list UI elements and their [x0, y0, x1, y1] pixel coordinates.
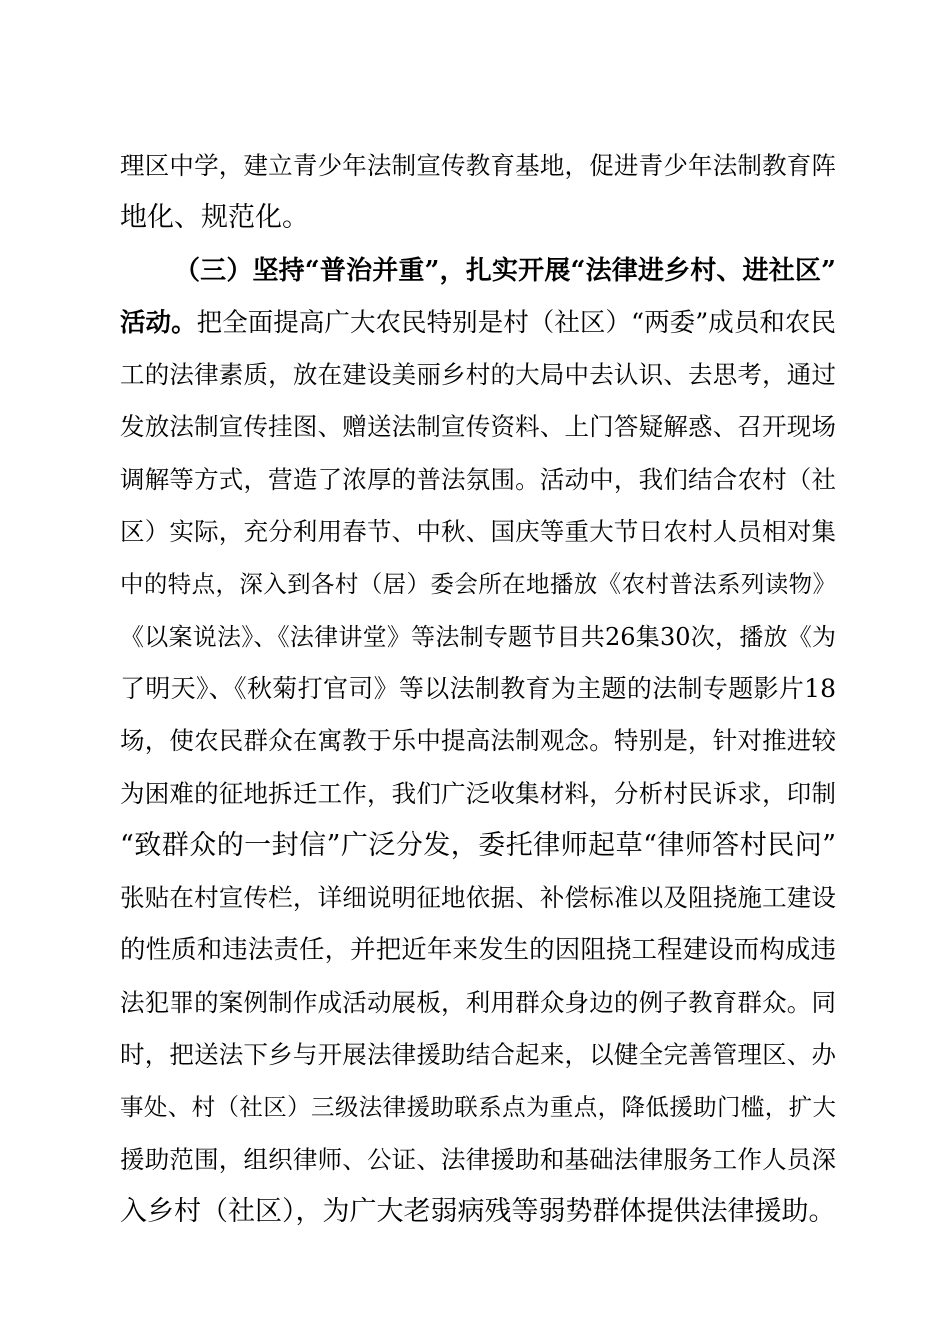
body-text: 把全面提高广大农民特别是村（社区）“两委”成员和农民: [196, 307, 836, 338]
body-line: 中的特点，深入到各村（居）委会所在地播放《农村普法系列读物》: [120, 570, 836, 599]
body-line: 的性质和违法责任，并把近年来发生的因阻挠工程建设而构成违: [120, 935, 836, 966]
body-line: 理区中学，建立青少年法制宣传教育基地，促进青少年法制教育阵: [120, 151, 836, 180]
body-line: [120, 297, 836, 349]
body-line: 时，把送法下乡与开展法律援助结合起来，以健全完善管理区、办: [120, 1040, 836, 1070]
body-line: 场，使农民群众在寓教于乐中提高法制观念。特别是，针对推进较: [120, 726, 836, 756]
body-line: 了明天》、《秋菊打官司》等以法制教育为主题的法制专题影片18: [120, 673, 836, 703]
body-line: 工的法律素质，放在建设美丽乡村的大局中去认识、去思考，通过: [120, 360, 836, 390]
document-body: [120, 140, 836, 1238]
body-line: 事处、村（社区）三级法律援助联系点为重点，降低援助门槛，扩大: [120, 1093, 836, 1122]
body-line: 张贴在村宣传栏，详细说明征地依据、补偿标准以及阻挠施工建设: [120, 883, 836, 913]
body-line: 调解等方式，营造了浓厚的普法氛围。活动中，我们结合农村（社: [120, 464, 836, 494]
body-line: 区）实际，充分利用春节、中秋、国庆等重大节日农村人员相对集: [120, 517, 836, 547]
section-heading-end: 活动。: [120, 307, 197, 338]
body-line: 发放法制宣传挂图、赠送法制宣传资料、上门答疑解惑、召开现场: [120, 412, 836, 442]
body-line: “致群众的一封信”广泛分发，委托律师起草“律师答村民问”: [120, 829, 836, 861]
body-line: 援助范围，组织律师、公证、法律援助和基础法律服务工作人员深: [120, 1144, 836, 1174]
body-line: 为困难的征地拆迁工作，我们广泛收集材料，分析村民诉求，印制: [120, 778, 836, 808]
body-line: 法犯罪的案例制作成活动展板，利用群众身边的例子教育群众。同: [120, 987, 836, 1017]
body-line: 《以案说法》、《法律讲堂》等法制专题节目共26集30次，播放《为: [120, 622, 836, 651]
section-heading: （三）坚持“普治并重”，扎实开展“法律进乡村、进社区”: [174, 255, 836, 286]
body-line: 入乡村（社区），为广大老弱病残等弱势群体提供法律援助。: [120, 1195, 836, 1227]
body-line: 地化、规范化。: [120, 202, 309, 234]
